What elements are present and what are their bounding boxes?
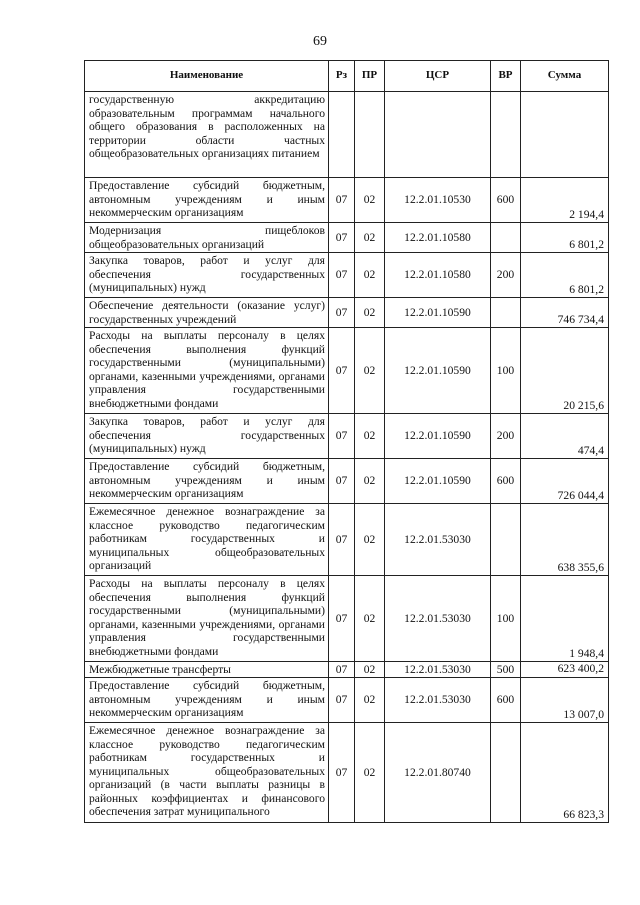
row-rz: 07 — [329, 298, 355, 328]
table-row — [85, 414, 609, 459]
row-pr: 02 — [355, 576, 385, 662]
row-csr: 12.2.01.80740 — [385, 723, 491, 823]
row-name: Расходы на выплаты персоналу в целях обеспечения выполнения функций государственными (муниципальными) органами, казенными учреждениями, органами управления государственными внебюджетными фондами — [85, 576, 329, 662]
row-sum: 13 007,0 — [521, 678, 609, 723]
table-row — [85, 253, 609, 298]
row-vr: 100 — [491, 576, 521, 662]
row-sum: 474,4 — [521, 414, 609, 459]
row-rz: 07 — [329, 223, 355, 253]
row-vr — [491, 223, 521, 253]
row-pr: 02 — [355, 298, 385, 328]
row-sum: 66 823,3 — [521, 723, 609, 823]
row-rz: 07 — [329, 723, 355, 823]
row-pr: 02 — [355, 253, 385, 298]
page-number: 69 — [313, 34, 327, 49]
row-vr: 600 — [491, 459, 521, 504]
table-row — [85, 298, 609, 328]
row-csr: 12.2.01.53030 — [385, 576, 491, 662]
row-rz: 07 — [329, 504, 355, 576]
table-body — [85, 92, 609, 823]
table-row — [85, 678, 609, 723]
row-vr: 100 — [491, 328, 521, 414]
budget-table — [84, 60, 609, 823]
table-row — [85, 504, 609, 576]
table-row — [85, 576, 609, 662]
row-sum: 746 734,4 — [521, 298, 609, 328]
row-vr — [491, 92, 521, 178]
row-vr — [491, 723, 521, 823]
table-row — [85, 328, 609, 414]
table-row — [85, 92, 609, 178]
row-csr — [385, 92, 491, 178]
row-pr: 02 — [355, 723, 385, 823]
row-csr: 12.2.01.10590 — [385, 414, 491, 459]
row-name: Ежемесячное денежное вознаграждение за классное руководство педагогическим работникам государственных и муниципальных общеобразовательных организаций (в части выплаты разницы в районных коэффициентах и финансового обеспечения затрат муниципального — [85, 723, 329, 823]
row-sum: 638 355,6 — [521, 504, 609, 576]
header-name: Наименование — [85, 61, 329, 92]
header-csr: ЦСР — [385, 61, 491, 92]
row-name: Модернизация пищеблоков общеобразовательных организаций — [85, 223, 329, 253]
row-pr: 02 — [355, 504, 385, 576]
table-row — [85, 178, 609, 223]
row-sum: 6 801,2 — [521, 223, 609, 253]
row-csr: 12.2.01.10580 — [385, 253, 491, 298]
row-sum: 2 194,4 — [521, 178, 609, 223]
row-csr: 12.2.01.10580 — [385, 223, 491, 253]
row-pr — [355, 92, 385, 178]
row-name: Обеспечение деятельности (оказание услуг) государственных учреждений — [85, 298, 329, 328]
table-row — [85, 223, 609, 253]
row-sum: 20 215,6 — [521, 328, 609, 414]
row-sum: 1 948,4 — [521, 576, 609, 662]
row-vr: 200 — [491, 414, 521, 459]
row-pr: 02 — [355, 459, 385, 504]
row-csr: 12.2.01.10590 — [385, 328, 491, 414]
row-sum: 6 801,2 — [521, 253, 609, 298]
row-rz: 07 — [329, 662, 355, 678]
row-csr: 12.2.01.53030 — [385, 504, 491, 576]
row-vr: 500 — [491, 662, 521, 678]
row-sum — [521, 92, 609, 178]
row-rz: 07 — [329, 253, 355, 298]
row-csr: 12.2.01.10590 — [385, 298, 491, 328]
row-pr: 02 — [355, 414, 385, 459]
row-rz: 07 — [329, 414, 355, 459]
row-csr: 12.2.01.53030 — [385, 662, 491, 678]
row-rz: 07 — [329, 459, 355, 504]
row-vr — [491, 298, 521, 328]
row-rz: 07 — [329, 576, 355, 662]
header-row — [85, 61, 609, 92]
row-rz — [329, 92, 355, 178]
row-vr: 600 — [491, 178, 521, 223]
row-vr — [491, 504, 521, 576]
row-csr: 12.2.01.53030 — [385, 678, 491, 723]
row-name: Межбюджетные трансферты — [85, 662, 329, 678]
header-pr: ПР — [355, 61, 385, 92]
row-csr: 12.2.01.10590 — [385, 459, 491, 504]
row-vr: 200 — [491, 253, 521, 298]
row-sum: 623 400,2 — [521, 662, 609, 678]
row-name: Предоставление субсидий бюджетным, автономным учреждениям и иным некоммерческим организациям — [85, 459, 329, 504]
table-row — [85, 459, 609, 504]
row-name: Расходы на выплаты персоналу в целях обеспечения выполнения функций государственными (муниципальными) органами, казенными учреждениями, органами управления государственными внебюджетными фондами — [85, 328, 329, 414]
row-name: государственную аккредитацию образовательным программам начального общего образования в расположенных на территории области частных общеобразовательных организациях питанием — [85, 92, 329, 178]
row-name: Предоставление субсидий бюджетным, автономным учреждениям и иным некоммерческим организациям — [85, 678, 329, 723]
row-pr: 02 — [355, 223, 385, 253]
row-name: Закупка товаров, работ и услуг для обеспечения государственных (муниципальных) нужд — [85, 253, 329, 298]
row-pr: 02 — [355, 328, 385, 414]
row-rz: 07 — [329, 678, 355, 723]
row-pr: 02 — [355, 678, 385, 723]
row-sum: 726 044,4 — [521, 459, 609, 504]
row-rz: 07 — [329, 178, 355, 223]
row-rz: 07 — [329, 328, 355, 414]
row-pr: 02 — [355, 662, 385, 678]
row-name: Предоставление субсидий бюджетным, автономным учреждениям и иным некоммерческим организациям — [85, 178, 329, 223]
row-name: Ежемесячное денежное вознаграждение за классное руководство педагогическим работникам государственных и муниципальных общеобразовательных организаций — [85, 504, 329, 576]
row-csr: 12.2.01.10530 — [385, 178, 491, 223]
table-row — [85, 662, 609, 678]
table-header — [85, 61, 609, 92]
table-row — [85, 723, 609, 823]
row-pr: 02 — [355, 178, 385, 223]
row-vr: 600 — [491, 678, 521, 723]
row-name: Закупка товаров, работ и услуг для обеспечения государственных (муниципальных) нужд — [85, 414, 329, 459]
header-rz: Рз — [329, 61, 355, 92]
header-vr: ВР — [491, 61, 521, 92]
header-sum: Сумма — [521, 61, 609, 92]
